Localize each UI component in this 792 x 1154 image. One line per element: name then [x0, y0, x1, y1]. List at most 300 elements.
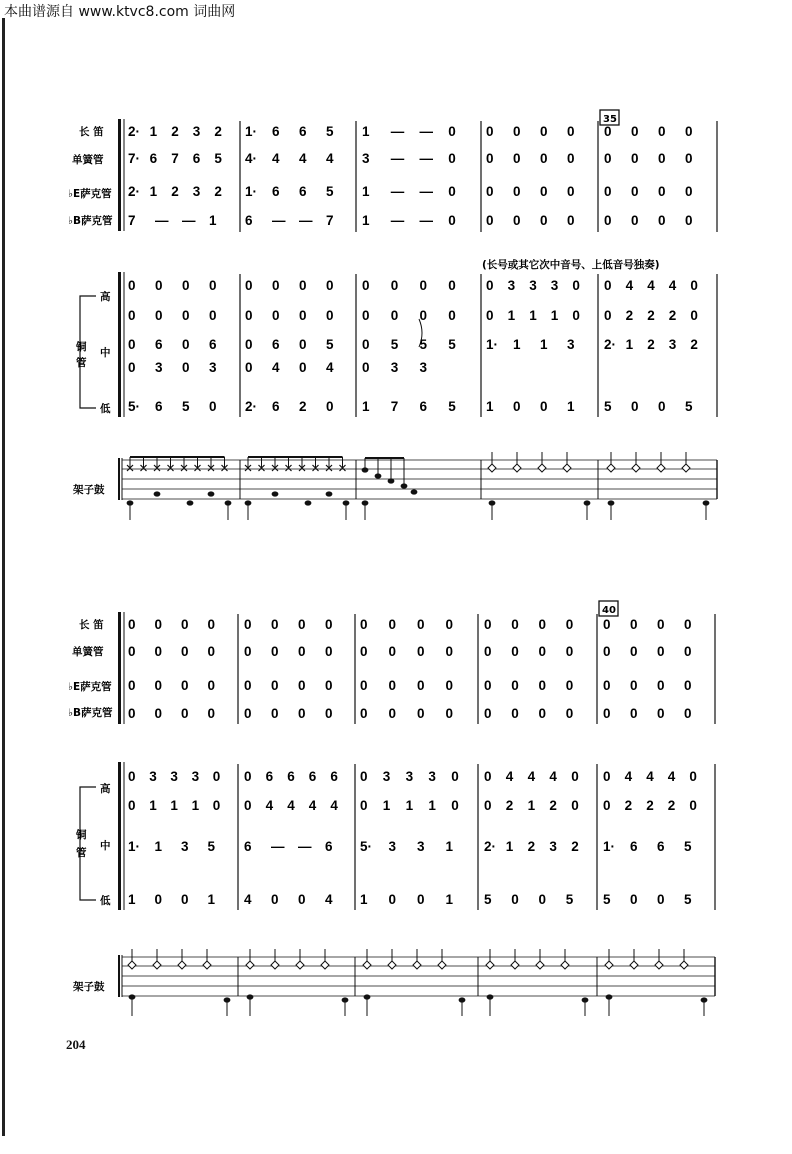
- note-gao_2-s1-m2-n2: 1: [405, 798, 414, 813]
- note-di-s0-m2-n0: 1: [362, 399, 370, 414]
- note-changdi-s0-m0-n3: 3: [192, 124, 201, 139]
- note-gao_2-s1-m3-n3: 2: [549, 798, 557, 813]
- note-changdi-s1-m2-n1: 0: [388, 617, 397, 632]
- note-eb_sax-s0-m4-n1: 0: [631, 184, 639, 199]
- note-danhuangguan-s0-m2-n0: 3: [362, 151, 370, 166]
- note-danhuangguan-s1-m2-n1: 0: [388, 644, 397, 659]
- note-gao_1-s0-m3-n3: 3: [550, 278, 559, 293]
- note-zhong-s1-m0-n0: 1·: [128, 839, 141, 854]
- drum2-cym-m0-3: [203, 961, 211, 969]
- note-eb_sax-s0-m1-n1: 6: [272, 184, 280, 199]
- drum1-cym-m3-1: [513, 464, 521, 472]
- note-bb_sax-s0-m2-n3: 0: [448, 213, 456, 228]
- note-gao_2-s0-m2-n0: 0: [362, 308, 370, 323]
- note-gao_2-s0-m0-n0: 0: [128, 308, 136, 323]
- drum1-cym-m3-3: [563, 464, 571, 472]
- note-gao_2-s1-m3-n0: 0: [484, 798, 492, 813]
- note-eb_sax-s0-m0-n3: 3: [192, 184, 201, 199]
- drum2-cym-m3-1: [511, 961, 519, 969]
- note-gao_2-s1-m3-n1: 2: [505, 798, 514, 813]
- note-zhong_1-s0-m4-n0: 2·: [604, 337, 617, 352]
- note-di-s1-m1-n2: 0: [298, 892, 306, 907]
- note-bb_sax-s1-m1-n3: 0: [325, 706, 333, 721]
- note-gao_2-s0-m4-n1: 2: [625, 308, 634, 323]
- instrument-labels: [68, 114, 660, 993]
- note-gao_2-s1-m0-n1: 1: [149, 798, 157, 813]
- note-eb_sax-s0-m0-n4: 2: [214, 184, 222, 199]
- note-bb_sax-s0-m3-n0: 0: [486, 213, 494, 228]
- note-gao_1-s1-m4-n2: 4: [646, 769, 654, 784]
- note-zhong_2-s0-m2-n2: 3: [419, 360, 428, 375]
- note-gao_1-s1-m1-n2: 6: [287, 769, 295, 784]
- note-eb_sax-s1-m3-n3: 0: [565, 678, 574, 693]
- note-zhong_1-s0-m2-n3: 5: [448, 337, 456, 352]
- note-eb_sax-s0-m2-n3: 0: [448, 184, 456, 199]
- note-zhong_1-s0-m4-n1: 1: [625, 337, 634, 352]
- drum2-cym-m3-2: [536, 961, 544, 969]
- note-changdi-s1-m4-n3: 0: [684, 617, 692, 632]
- note-danhuangguan-s0-m0-n4: 5: [214, 151, 222, 166]
- note-gao_2-s1-m1-n4: 4: [330, 798, 338, 813]
- note-di-s0-m3-n2: 0: [540, 399, 548, 414]
- label-di-1: 低: [100, 403, 111, 415]
- note-zhong_1-s0-m3-n1: 1: [513, 337, 521, 352]
- note-bb_sax-s1-m0-n1: 0: [154, 706, 163, 721]
- note-danhuangguan-s0-m0-n2: 7: [171, 151, 179, 166]
- note-gao_2-s1-m2-n0: 0: [360, 798, 368, 813]
- note-danhuangguan-s0-m0-n0: 7·: [128, 151, 141, 166]
- note-bb_sax-s1-m3-n2: 0: [538, 706, 547, 721]
- note-gao_1-s0-m1-n3: 0: [326, 278, 334, 293]
- note-gao_2-s1-m4-n3: 2: [667, 798, 676, 813]
- note-changdi-s1-m3-n1: 0: [511, 617, 519, 632]
- drum2-cym-m1-2: [296, 961, 304, 969]
- note-danhuangguan-s1-m4-n0: 0: [603, 644, 611, 659]
- note-di-s1-m2-n0: 1: [360, 892, 368, 907]
- label-changdi-2: 长 笛: [79, 619, 104, 631]
- note-eb_sax-s0-m4-n3: 0: [685, 184, 693, 199]
- note-changdi-s0-m1-n3: 5: [326, 124, 334, 139]
- rehearsal-mark-35: 35: [603, 114, 617, 125]
- drum2-cym-m2-0: [363, 961, 371, 969]
- note-gao_2-s1-m1-n1: 4: [265, 798, 274, 813]
- note-changdi-s1-m1-n3: 0: [325, 617, 333, 632]
- note-bb_sax-s0-m1-n0: 6: [245, 213, 253, 228]
- drum1-snare-m1-a: [272, 491, 279, 496]
- notation: [128, 124, 698, 907]
- note-bb_sax-s1-m2-n1: 0: [388, 706, 397, 721]
- note-changdi-s0-m1-n1: 6: [272, 124, 280, 139]
- note-gao_1-s1-m3-n3: 4: [549, 769, 557, 784]
- note-zhong_2-s0-m1-n2: 0: [299, 360, 307, 375]
- note-bb_sax-s0-m1-n1: —: [272, 213, 286, 228]
- note-eb_sax-s0-m3-n2: 0: [540, 184, 548, 199]
- note-changdi-s1-m2-n0: 0: [360, 617, 368, 632]
- note-zhong_1-s0-m4-n3: 3: [668, 337, 677, 352]
- label-di-2: 低: [100, 895, 111, 907]
- label-zhong-2: 中: [100, 840, 111, 852]
- label-changdi-1: 长 笛: [79, 126, 104, 138]
- note-bb_sax-s1-m2-n2: 0: [417, 706, 425, 721]
- note-gao_2-s0-m1-n3: 0: [326, 308, 334, 323]
- note-gao_2-s0-m4-n4: 0: [690, 308, 698, 323]
- note-zhong_2-s0-m2-n0: 0: [362, 360, 370, 375]
- note-zhong_1-s0-m0-n2: 0: [182, 337, 190, 352]
- page-number: 204: [66, 1037, 86, 1052]
- note-bb_sax-s1-m4-n0: 0: [603, 706, 611, 721]
- drum1-kick-m0-b: [187, 500, 194, 505]
- note-gao_2-s0-m1-n1: 0: [272, 308, 280, 323]
- note-gao_1-s0-m1-n0: 0: [245, 278, 253, 293]
- note-di-s1-m2-n1: 0: [388, 892, 397, 907]
- note-gao_2-s1-m1-n3: 4: [308, 798, 317, 813]
- note-gao_1-s1-m3-n0: 0: [484, 769, 492, 784]
- woodwind-bracket-bar-1: [118, 119, 121, 231]
- rehearsal-mark-40: 40: [602, 605, 616, 616]
- note-di-s0-m2-n2: 6: [419, 399, 428, 414]
- note-danhuangguan-s0-m0-n1: 6: [149, 151, 158, 166]
- note-zhong_1-s0-m3-n3: 3: [567, 337, 575, 352]
- note-zhong-s1-m2-n2: 3: [417, 839, 425, 854]
- drum2-cym-m4-2: [655, 961, 663, 969]
- note-changdi-s0-m4-n0: 0: [604, 124, 612, 139]
- note-gao_2-s0-m3-n0: 0: [486, 308, 494, 323]
- note-eb_sax-s1-m4-n1: 0: [630, 678, 638, 693]
- label-gao-2: 高: [100, 783, 111, 795]
- note-bb_sax-s0-m2-n2: —: [419, 213, 433, 228]
- note-di-s1-m1-n0: 4: [244, 892, 252, 907]
- score-frame: [80, 110, 717, 997]
- note-di-s1-m3-n0: 5: [484, 892, 492, 907]
- note-changdi-s0-m1-n0: 1·: [245, 124, 258, 139]
- note-eb_sax-s0-m2-n1: —: [390, 184, 405, 199]
- note-gao_2-s0-m4-n0: 0: [604, 308, 612, 323]
- note-danhuangguan-s1-m3-n2: 0: [538, 644, 547, 659]
- note-changdi-s0-m0-n0: 2·: [128, 124, 141, 139]
- label-bbsax-1: ♭B萨克管: [68, 215, 113, 227]
- note-zhong-s1-m3-n3: 3: [549, 839, 557, 854]
- note-di-s0-m2-n3: 5: [448, 399, 456, 414]
- note-gao_2-s1-m4-n0: 0: [603, 798, 611, 813]
- note-zhong-s1-m0-n3: 5: [207, 839, 216, 854]
- note-gao_2-s1-m1-n2: 4: [287, 798, 295, 813]
- note-gao_2-s0-m2-n3: 0: [448, 308, 456, 323]
- note-danhuangguan-s0-m4-n0: 0: [604, 151, 612, 166]
- note-gao_2-s1-m4-n4: 0: [689, 798, 697, 813]
- note-bb_sax-s1-m0-n3: 0: [207, 706, 216, 721]
- drum2-cym-m1-0: [246, 961, 254, 969]
- label-guan-1: 管: [76, 357, 87, 369]
- note-di-s0-m3-n0: 1: [486, 399, 494, 414]
- drum1-snare-m1-b: [326, 491, 333, 496]
- note-gao_1-s0-m0-n0: 0: [128, 278, 136, 293]
- note-bb_sax-s0-m2-n1: —: [390, 213, 405, 228]
- note-gao_1-s0-m2-n2: 0: [419, 278, 428, 293]
- note-changdi-s1-m3-n0: 0: [484, 617, 492, 632]
- note-danhuangguan-s1-m1-n0: 0: [244, 644, 252, 659]
- note-gao_1-s0-m0-n2: 0: [182, 278, 190, 293]
- note-danhuangguan-s0-m0-n3: 6: [192, 151, 201, 166]
- note-gao_1-s0-m4-n0: 0: [604, 278, 612, 293]
- note-di-s0-m1-n3: 0: [326, 399, 334, 414]
- note-di-s1-m2-n2: 0: [417, 892, 425, 907]
- drum2-cym-m3-0: [486, 961, 494, 969]
- note-zhong-s1-m2-n0: 5·: [360, 839, 373, 854]
- note-gao_1-s0-m1-n2: 0: [299, 278, 307, 293]
- note-bb_sax-s0-m0-n3: 1: [209, 213, 217, 228]
- note-gao_2-s1-m1-n0: 0: [244, 798, 252, 813]
- note-eb_sax-s1-m3-n1: 0: [511, 678, 519, 693]
- note-eb_sax-s1-m1-n3: 0: [325, 678, 333, 693]
- note-zhong-s1-m3-n2: 2: [527, 839, 536, 854]
- note-gao_1-s0-m4-n1: 4: [625, 278, 634, 293]
- drum2-cym-m4-3: [680, 961, 688, 969]
- note-gao_1-s1-m2-n2: 3: [405, 769, 414, 784]
- drum2-cym-m4-0: [605, 961, 613, 969]
- note-changdi-s1-m0-n3: 0: [207, 617, 216, 632]
- note-danhuangguan-s1-m0-n0: 0: [128, 644, 136, 659]
- label-bbsax-2: ♭B萨克管: [68, 707, 113, 719]
- note-zhong-s1-m2-n1: 3: [388, 839, 397, 854]
- note-gao_2-s0-m1-n2: 0: [299, 308, 307, 323]
- note-bb_sax-s1-m1-n1: 0: [271, 706, 279, 721]
- note-zhong_1-s0-m0-n1: 6: [155, 337, 163, 352]
- note-zhong_1-s0-m2-n0: 0: [362, 337, 370, 352]
- note-eb_sax-s0-m1-n3: 5: [326, 184, 334, 199]
- note-danhuangguan-s0-m3-n3: 0: [567, 151, 575, 166]
- note-bb_sax-s1-m0-n0: 0: [128, 706, 136, 721]
- note-danhuangguan-s1-m4-n2: 0: [657, 644, 665, 659]
- note-di-s1-m3-n2: 0: [538, 892, 547, 907]
- note-changdi-s1-m2-n2: 0: [417, 617, 425, 632]
- note-zhong-s1-m1-n0: 6: [244, 839, 252, 854]
- note-di-s1-m4-n0: 5: [603, 892, 611, 907]
- note-gao_2-s0-m3-n4: 0: [572, 308, 580, 323]
- barlines-system-2: [238, 614, 715, 910]
- note-danhuangguan-s1-m3-n0: 0: [484, 644, 492, 659]
- note-changdi-s1-m0-n2: 0: [181, 617, 189, 632]
- note-gao_1-s1-m0-n4: 0: [212, 769, 221, 784]
- note-di-s0-m1-n1: 6: [272, 399, 280, 414]
- note-gao_2-s0-m0-n2: 0: [182, 308, 190, 323]
- note-di-s1-m0-n0: 1: [128, 892, 136, 907]
- drum2-cym-m0-1: [153, 961, 161, 969]
- label-tong-2: 铜: [76, 829, 87, 841]
- note-zhong_2-s0-m0-n1: 3: [155, 360, 163, 375]
- drum2-cym-m3-3: [561, 961, 569, 969]
- note-gao_1-s0-m0-n3: 0: [209, 278, 217, 293]
- note-gao_1-s1-m1-n3: 6: [308, 769, 317, 784]
- note-gao_1-s1-m2-n4: 0: [451, 769, 459, 784]
- note-gao_2-s1-m2-n4: 0: [451, 798, 459, 813]
- note-eb_sax-s0-m2-n0: 1: [362, 184, 370, 199]
- note-changdi-s1-m1-n2: 0: [298, 617, 306, 632]
- note-gao_1-s1-m0-n2: 3: [170, 769, 178, 784]
- note-changdi-s0-m3-n1: 0: [513, 124, 521, 139]
- note-eb_sax-s0-m3-n1: 0: [513, 184, 521, 199]
- note-gao_2-s1-m0-n0: 0: [128, 798, 136, 813]
- label-jiazigu-2: 架子鼓: [73, 981, 105, 993]
- note-gao_2-s0-m4-n3: 2: [668, 308, 677, 323]
- note-changdi-s0-m4-n2: 0: [658, 124, 666, 139]
- note-gao_1-s0-m2-n3: 0: [448, 278, 456, 293]
- drum2-cym-m1-1: [271, 961, 279, 969]
- note-gao_1-s0-m4-n4: 0: [690, 278, 698, 293]
- note-eb_sax-s1-m1-n0: 0: [244, 678, 252, 693]
- note-bb_sax-s0-m2-n0: 1: [362, 213, 370, 228]
- note-danhuangguan-s1-m1-n3: 0: [325, 644, 333, 659]
- note-danhuangguan-s1-m0-n2: 0: [181, 644, 189, 659]
- note-eb_sax-s1-m3-n0: 0: [484, 678, 492, 693]
- note-gao_1-s1-m2-n0: 0: [360, 769, 368, 784]
- note-gao_2-s1-m2-n3: 1: [428, 798, 436, 813]
- note-danhuangguan-s1-m2-n0: 0: [360, 644, 368, 659]
- note-zhong_1-s0-m4-n4: 2: [690, 337, 698, 352]
- drum-notation: [127, 452, 710, 1016]
- note-danhuangguan-s1-m2-n3: 0: [445, 644, 454, 659]
- note-di-s1-m0-n1: 0: [154, 892, 163, 907]
- note-zhong_1-s0-m1-n0: 0: [245, 337, 253, 352]
- brass-bracket-2: [80, 787, 96, 900]
- note-bb_sax-s1-m4-n2: 0: [657, 706, 665, 721]
- note-eb_sax-s1-m2-n2: 0: [417, 678, 425, 693]
- note-di-s1-m3-n3: 5: [565, 892, 574, 907]
- note-bb_sax-s0-m3-n2: 0: [540, 213, 548, 228]
- note-eb_sax-s0-m4-n0: 0: [604, 184, 612, 199]
- note-eb_sax-s0-m0-n1: 1: [149, 184, 158, 199]
- note-di-s1-m1-n1: 0: [271, 892, 279, 907]
- note-bb_sax-s0-m0-n0: 7: [128, 213, 136, 228]
- note-zhong-s1-m4-n1: 6: [630, 839, 638, 854]
- note-gao_1-s1-m2-n1: 3: [382, 769, 391, 784]
- note-gao_1-s1-m4-n0: 0: [603, 769, 611, 784]
- note-zhong-s1-m1-n2: —: [298, 839, 312, 854]
- note-zhong-s1-m0-n1: 1: [154, 839, 163, 854]
- note-bb_sax-s0-m4-n2: 0: [658, 213, 666, 228]
- note-eb_sax-s0-m0-n2: 2: [171, 184, 179, 199]
- note-eb_sax-s1-m4-n2: 0: [657, 678, 665, 693]
- note-zhong_2-s0-m1-n0: 0: [245, 360, 253, 375]
- note-bb_sax-s1-m4-n3: 0: [684, 706, 692, 721]
- drum1-snare-m0-a: [154, 491, 161, 496]
- note-bb_sax-s0-m1-n3: 7: [326, 213, 334, 228]
- note-changdi-s1-m4-n2: 0: [657, 617, 665, 632]
- note-gao_2-s1-m4-n2: 2: [646, 798, 654, 813]
- note-bb_sax-s0-m3-n3: 0: [567, 213, 575, 228]
- note-gao_2-s0-m1-n0: 0: [245, 308, 253, 323]
- note-eb_sax-s0-m4-n2: 0: [658, 184, 666, 199]
- note-changdi-s1-m2-n3: 0: [445, 617, 454, 632]
- note-gao_1-s0-m4-n2: 4: [647, 278, 655, 293]
- note-eb_sax-s1-m0-n1: 0: [154, 678, 163, 693]
- note-gao_2-s0-m2-n1: 0: [390, 308, 399, 323]
- note-di-s1-m4-n2: 0: [657, 892, 665, 907]
- note-gao_1-s1-m4-n4: 0: [689, 769, 697, 784]
- note-bb_sax-s1-m0-n2: 0: [181, 706, 189, 721]
- note-gao_2-s1-m0-n4: 0: [212, 798, 221, 813]
- note-eb_sax-s1-m0-n3: 0: [207, 678, 216, 693]
- note-di-s0-m3-n1: 0: [513, 399, 521, 414]
- note-eb_sax-s1-m0-n2: 0: [181, 678, 189, 693]
- brass-bracket-bar-2: [118, 762, 121, 910]
- note-zhong_1-s0-m1-n3: 5: [326, 337, 334, 352]
- label-ebsax-1: ♭E萨克管: [68, 188, 112, 200]
- note-zhong_1-s0-m1-n1: 6: [272, 337, 280, 352]
- drum1-cym-m3-0: [488, 464, 496, 472]
- note-changdi-s1-m1-n0: 0: [244, 617, 252, 632]
- note-bb_sax-s1-m2-n3: 0: [445, 706, 454, 721]
- note-danhuangguan-s1-m4-n3: 0: [684, 644, 692, 659]
- note-changdi-s0-m0-n2: 2: [171, 124, 179, 139]
- note-eb_sax-s1-m1-n1: 0: [271, 678, 279, 693]
- note-zhong-s1-m2-n3: 1: [445, 839, 454, 854]
- note-zhong_2-s0-m0-n0: 0: [128, 360, 136, 375]
- note-zhong_2-s0-m0-n3: 3: [209, 360, 217, 375]
- note-changdi-s1-m4-n0: 0: [603, 617, 611, 632]
- drum1-cym-m4-1: [632, 464, 640, 472]
- note-bb_sax-s0-m3-n1: 0: [513, 213, 521, 228]
- note-bb_sax-s0-m1-n2: —: [299, 213, 313, 228]
- note-di-s0-m4-n3: 5: [685, 399, 693, 414]
- note-danhuangguan-s0-m1-n0: 4·: [245, 151, 258, 166]
- note-danhuangguan-s0-m4-n3: 0: [685, 151, 693, 166]
- note-eb_sax-s0-m1-n0: 1·: [245, 184, 258, 199]
- note-bb_sax-s1-m2-n0: 0: [360, 706, 368, 721]
- note-bb_sax-s1-m3-n3: 0: [565, 706, 574, 721]
- label-zhong-1: 中: [100, 347, 111, 359]
- note-gao_1-s0-m2-n1: 0: [390, 278, 399, 293]
- note-eb_sax-s0-m0-n0: 2·: [128, 184, 141, 199]
- note-changdi-s1-m3-n3: 0: [565, 617, 574, 632]
- label-tong-1: 铜: [76, 341, 87, 353]
- note-di-s0-m0-n3: 0: [209, 399, 217, 414]
- note-eb_sax-s0-m3-n0: 0: [486, 184, 494, 199]
- note-gao_2-s0-m2-n2: 0: [419, 308, 428, 323]
- note-danhuangguan-s0-m2-n2: —: [419, 151, 433, 166]
- note-gao_2-s0-m3-n3: 1: [550, 308, 559, 323]
- note-danhuangguan-s0-m1-n2: 4: [299, 151, 307, 166]
- note-eb_sax-s0-m2-n2: —: [419, 184, 433, 199]
- note-danhuangguan-s1-m1-n2: 0: [298, 644, 306, 659]
- note-danhuangguan-s1-m1-n1: 0: [271, 644, 279, 659]
- drum2-cym-m4-1: [630, 961, 638, 969]
- note-gao_2-s1-m0-n2: 1: [170, 798, 178, 813]
- solo-annotation: (长号或其它次中音号、上低音号独奏): [482, 259, 660, 271]
- note-zhong_1-s0-m3-n2: 1: [540, 337, 548, 352]
- note-gao_1-s0-m3-n0: 0: [486, 278, 494, 293]
- note-zhong_1-s0-m4-n2: 2: [647, 337, 655, 352]
- note-danhuangguan-s1-m3-n1: 0: [511, 644, 519, 659]
- note-di-s1-m4-n3: 5: [684, 892, 692, 907]
- note-di-s0-m0-n0: 5·: [128, 399, 141, 414]
- note-changdi-s0-m3-n2: 0: [540, 124, 548, 139]
- label-danhuangguan-2: 单簧管: [72, 646, 104, 658]
- label-danhuangguan-1: 单簧管: [72, 154, 104, 166]
- note-zhong-s1-m1-n3: 6: [325, 839, 333, 854]
- note-bb_sax-s1-m3-n1: 0: [511, 706, 519, 721]
- note-danhuangguan-s1-m4-n1: 0: [630, 644, 638, 659]
- note-gao_2-s1-m4-n1: 2: [624, 798, 633, 813]
- note-bb_sax-s0-m4-n3: 0: [685, 213, 693, 228]
- note-gao_1-s1-m1-n1: 6: [265, 769, 274, 784]
- note-gao_1-s1-m3-n2: 4: [527, 769, 536, 784]
- note-eb_sax-s0-m3-n3: 0: [567, 184, 575, 199]
- note-di-s1-m2-n3: 1: [445, 892, 454, 907]
- note-zhong_1-s0-m3-n0: 1·: [486, 337, 499, 352]
- note-gao_2-s1-m3-n4: 0: [571, 798, 579, 813]
- note-danhuangguan-s0-m3-n1: 0: [513, 151, 521, 166]
- drum1-cym-m3-2: [538, 464, 546, 472]
